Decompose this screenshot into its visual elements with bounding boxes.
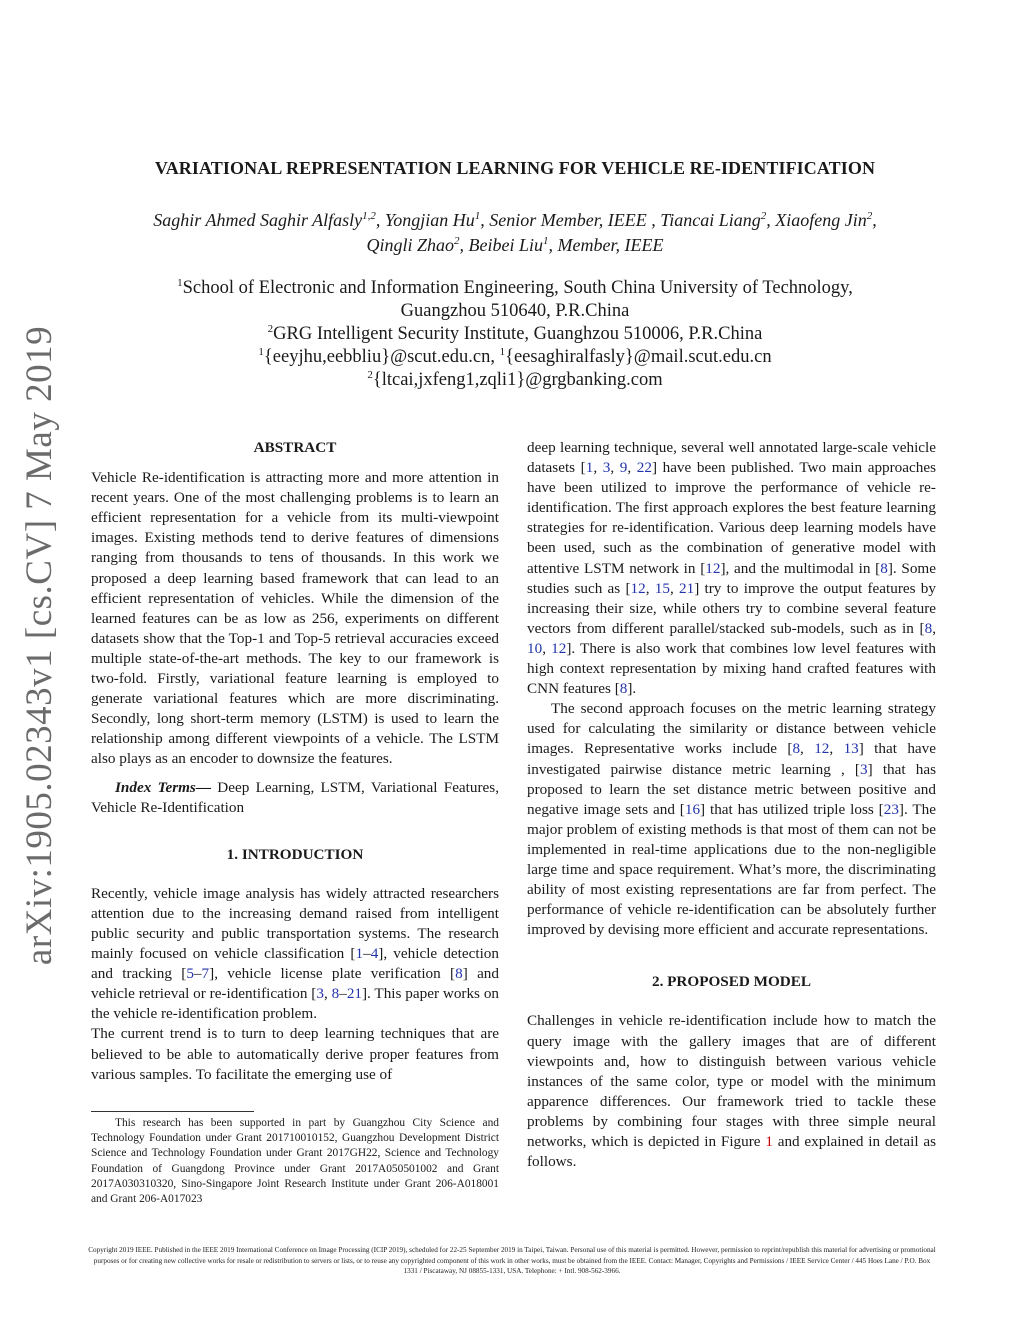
email-line-1a: {eeyjhu,eebbliu}@scut.edu.cn, (263, 347, 500, 367)
author-3: , Senior Member, IEEE , Tiancai Liang (480, 210, 761, 230)
citation[interactable]: 8 (924, 619, 933, 637)
body-text: , (800, 740, 815, 758)
body-text: ] have been published. Two main approaches have been utilized to improve the performance of vehicle re-identification. The first approach explores the best feature learning strategies for re-identification. Various deep learning models have been used, such as the combination of generative model with attentive LSTM network in [ (527, 459, 937, 577)
body-text: , (542, 639, 552, 657)
footnote-rule (91, 1111, 254, 1112)
figure-reference[interactable]: 1 (765, 1133, 773, 1150)
index-terms-label: Index Terms— (115, 778, 212, 796)
author-4-sup: 2 (866, 210, 873, 222)
citation[interactable]: 8 (880, 559, 888, 577)
copyright-notice: Copyright 2019 IEEE. Published in the IEEE 2019 International Conference on Image Processing (ICIP 2019), scheduled for 22-25 September 2019 in Taipei, Taiwan. Personal use of this material is permitted. However, permission to reprint/republish this material for advertising or promotional purposes or for creating new collective works for resale or redistribution to servers or lists, or to reuse any copyrighted component of this work in other works, must be obtained from the IEEE. Contact: Manager, Copyrights and Permissions / IEEE Service Center / 445 Hoes Lane / P.O. Box 1331 / Piscataway, NJ 08855-1331, USA. Telephone: + Intl. 908-562-3966. (88, 1246, 936, 1275)
body-text: , (669, 579, 680, 597)
citation[interactable]: 9 (619, 459, 628, 477)
funding-footnote (91, 1116, 499, 1207)
citation[interactable]: 1 (585, 459, 594, 477)
citation[interactable]: 21 (346, 985, 362, 1003)
author-6-sup: 1 (543, 235, 549, 247)
body-text: ] that has proposed to learn the set distance metric between positive and negative image sets and [ (527, 760, 936, 818)
abstract-text: Vehicle Re-identification is attracting more and more attention in recent years. One of the most challenging problems is to learn an efficient representation for a vehicle from its multi-viewpoint images. Existing methods tend to derive features of dimensions ranging from thousands to tens of thousands. In this work we proposed a deep learning based framework that can lead to an efficient representation of vehicles. While the dimension of the learned features can be as low as 256, experiments on different datasets show that the Top-1 and Top-5 retrieval accuracies exceed multiple state-of-the-art methods. The key to our framework is two-fold. Firstly, variational feature learning is employed to generate variational features which are more discriminating. Secondly, long short-term memory (LSTM) is used to learn the relationship among different viewpoints of a vehicle. The LSTM also plays as an encoder to downsize the features. (91, 469, 499, 768)
right-paragraph-1 (527, 438, 936, 699)
intro-text: – (339, 985, 347, 1003)
affil-line-1: School of Electronic and Information Engineering, South China University of Technology, (182, 278, 853, 298)
author-4: , Xiaofeng Jin (766, 210, 867, 230)
intro-text: ], vehicle detection and tracking [ (91, 945, 499, 983)
author-6-end: , Member, IEEE (548, 235, 664, 255)
body-text: ] try to improve the output features by increasing their size, while others try to combine several feature vectors from different parallel/stacked sub-models, such as in [ (527, 579, 936, 637)
author-2: , Yongjian Hu (375, 210, 475, 230)
intro-text: – (363, 945, 371, 963)
affil-line-3: GRG Intelligent Security Institute, Guanghzou 510006, P.R.China (273, 324, 763, 344)
citation[interactable]: 8 (619, 680, 628, 698)
citation[interactable]: 16 (684, 800, 701, 818)
citation[interactable]: 3 (602, 459, 611, 477)
citation[interactable]: 13 (843, 740, 859, 758)
body-text: , (829, 740, 844, 758)
proposed-model-heading: 2. PROPOSED MODEL (651, 973, 812, 991)
author-5-sup: 2 (454, 235, 460, 247)
body-text: ] that have investigated pairwise distance metric learning , [ (527, 740, 936, 778)
citation[interactable]: 12 (551, 639, 567, 657)
intro-paragraph-2: The current trend is to turn to deep learning techniques that are believed to be able to automatically derive proper features from various samples. To facilitate the emerging use of (91, 1025, 499, 1083)
body-text: , (645, 579, 655, 597)
affil-sup-2: 2 (267, 322, 274, 335)
affil-sup-5: 2 (367, 368, 373, 381)
citation[interactable]: 12 (630, 579, 646, 597)
body-text: , (593, 459, 603, 477)
intro-text: ], vehicle license plate verification [ (209, 965, 456, 983)
citation[interactable]: 21 (679, 579, 695, 597)
citation[interactable]: 1 (355, 945, 364, 963)
body-text: ]. (627, 680, 637, 698)
body-text: ], and the multimodal in [ (720, 559, 881, 577)
citation[interactable]: 15 (654, 579, 670, 597)
paper-title: VARIATIONAL REPRESENTATION LEARNING FOR VEHICLE RE-IDENTIFICATION (154, 158, 876, 178)
index-terms (91, 778, 499, 818)
index-terms-text: Deep Learning, LSTM, Variational Features, Vehicle Re-Identification (91, 778, 499, 816)
body-text: ]. There is also work that combines low level features with high context representation by mixing hand crafted features with CNN features [ (527, 639, 936, 698)
citation[interactable]: 8 (455, 965, 463, 983)
body-text: , (627, 459, 637, 477)
intro-heading: 1. INTRODUCTION (226, 845, 364, 863)
affil-sup-4: 1 (499, 345, 506, 358)
citation[interactable]: 10 (527, 639, 543, 657)
author-5: Qingli Zhao (366, 235, 455, 255)
intro-text: ]. This paper works on the vehicle re-identification problem. (91, 985, 500, 1023)
citation[interactable]: 8 (331, 985, 340, 1003)
body-text: deep learning technique, several well annotated large-scale vehicle datasets [ (527, 439, 936, 477)
citation[interactable]: 12 (705, 559, 721, 577)
author-1-sup: 1,2 (362, 210, 376, 222)
intro-text: ] and vehicle retrieval or re-identification [ (91, 965, 499, 1003)
affil-sup-1: 1 (177, 276, 183, 289)
citation[interactable]: 12 (814, 740, 830, 758)
citation[interactable]: 7 (201, 965, 210, 983)
left-column (91, 438, 499, 1085)
body-text: ]. The major problem of existing methods is that most of them can not be implemented in real-time applications due to the non-negligible large time and space requirement. What’s more, the discriminating ability of most existing representations are far from perfect. The performance of vehicle re-identification can be absolutely further improved by devising more efficient and accurate representations. (527, 800, 936, 939)
citation[interactable]: 3 (860, 760, 868, 778)
affil-line-2: Guangzhou 510640, P.R.China (400, 301, 630, 321)
intro-text: Recently, vehicle image analysis has widely attracted researchers attention due to the increasing demand raised from intelligent public security and public transportation systems. The research mainly focused on vehicle classification [ (91, 884, 499, 963)
author-4-end: , (872, 210, 877, 230)
abstract-heading: ABSTRACT (253, 439, 337, 456)
body-text: and explained in detail as follows. (527, 1133, 936, 1171)
body-text: , (932, 619, 936, 637)
body-text: ]. Some studies such as [ (527, 559, 936, 597)
email-line-2: {ltcai,jxfeng1,zqli1}@grgbanking.com (372, 370, 663, 390)
citation[interactable]: 22 (636, 459, 652, 477)
affiliations (90, 277, 940, 392)
body-text: ] that has utilized triple loss [ (700, 800, 884, 818)
author-6: , Beibei Liu (459, 235, 544, 255)
right-column (527, 438, 936, 1172)
intro-paragraph-1 (91, 884, 499, 1025)
right-paragraph-2 (527, 699, 936, 940)
intro-text: , (323, 985, 332, 1003)
body-text: , (610, 459, 620, 477)
citation[interactable]: 4 (370, 945, 379, 963)
intro-text: – (193, 965, 202, 983)
right-paragraph-3 (527, 1011, 936, 1172)
body-text: Challenges in vehicle re-identification include how to match the query image with the gallery images that are of different viewpoints and, how to distinguish between various vehicle instances of the same color, type or model with the minimum apparence differences. Our framework tried to tackle these problems by combining four stages with three simple neural networks, which is depicted in Figure (527, 1012, 936, 1150)
author-2-sup: 1 (474, 210, 481, 222)
arxiv-stamp (10, 325, 70, 965)
author-list (90, 208, 940, 258)
body-text: The second approach focuses on the metric learning strategy used for calculating the similarity or distance between vehicle images. Representative works include [ (527, 700, 936, 758)
citation[interactable]: 5 (186, 965, 194, 983)
citation[interactable]: 3 (316, 985, 324, 1003)
citation[interactable]: 8 (792, 740, 801, 758)
citation[interactable]: 23 (883, 800, 899, 818)
author-1: Saghir Ahmed Saghir Alfasly (153, 210, 363, 230)
author-3-sup: 2 (760, 210, 767, 222)
arxiv-stamp-text: arXiv:1905.02343v1 [cs.CV] 7 May 2019 (19, 325, 61, 965)
email-line-1b: {eesaghiralfasly}@mail.scut.edu.cn (505, 347, 772, 367)
affil-sup-3: 1 (258, 345, 264, 358)
footnote-text: This research has been supported in part by Guangzhou City Science and Technology Foundation under Grant 201710010152, Guangzhou Development District Science and Technology Foundation under Grant 2017GH22, Science and Technology Foundation of Guangdong Province under Grant 2017A050501002 and Grant 2017A030310320, Sino-Singapore Joint Research Institute under Grant 206-A018001 and Grant 206-A017023 (91, 1117, 499, 1206)
